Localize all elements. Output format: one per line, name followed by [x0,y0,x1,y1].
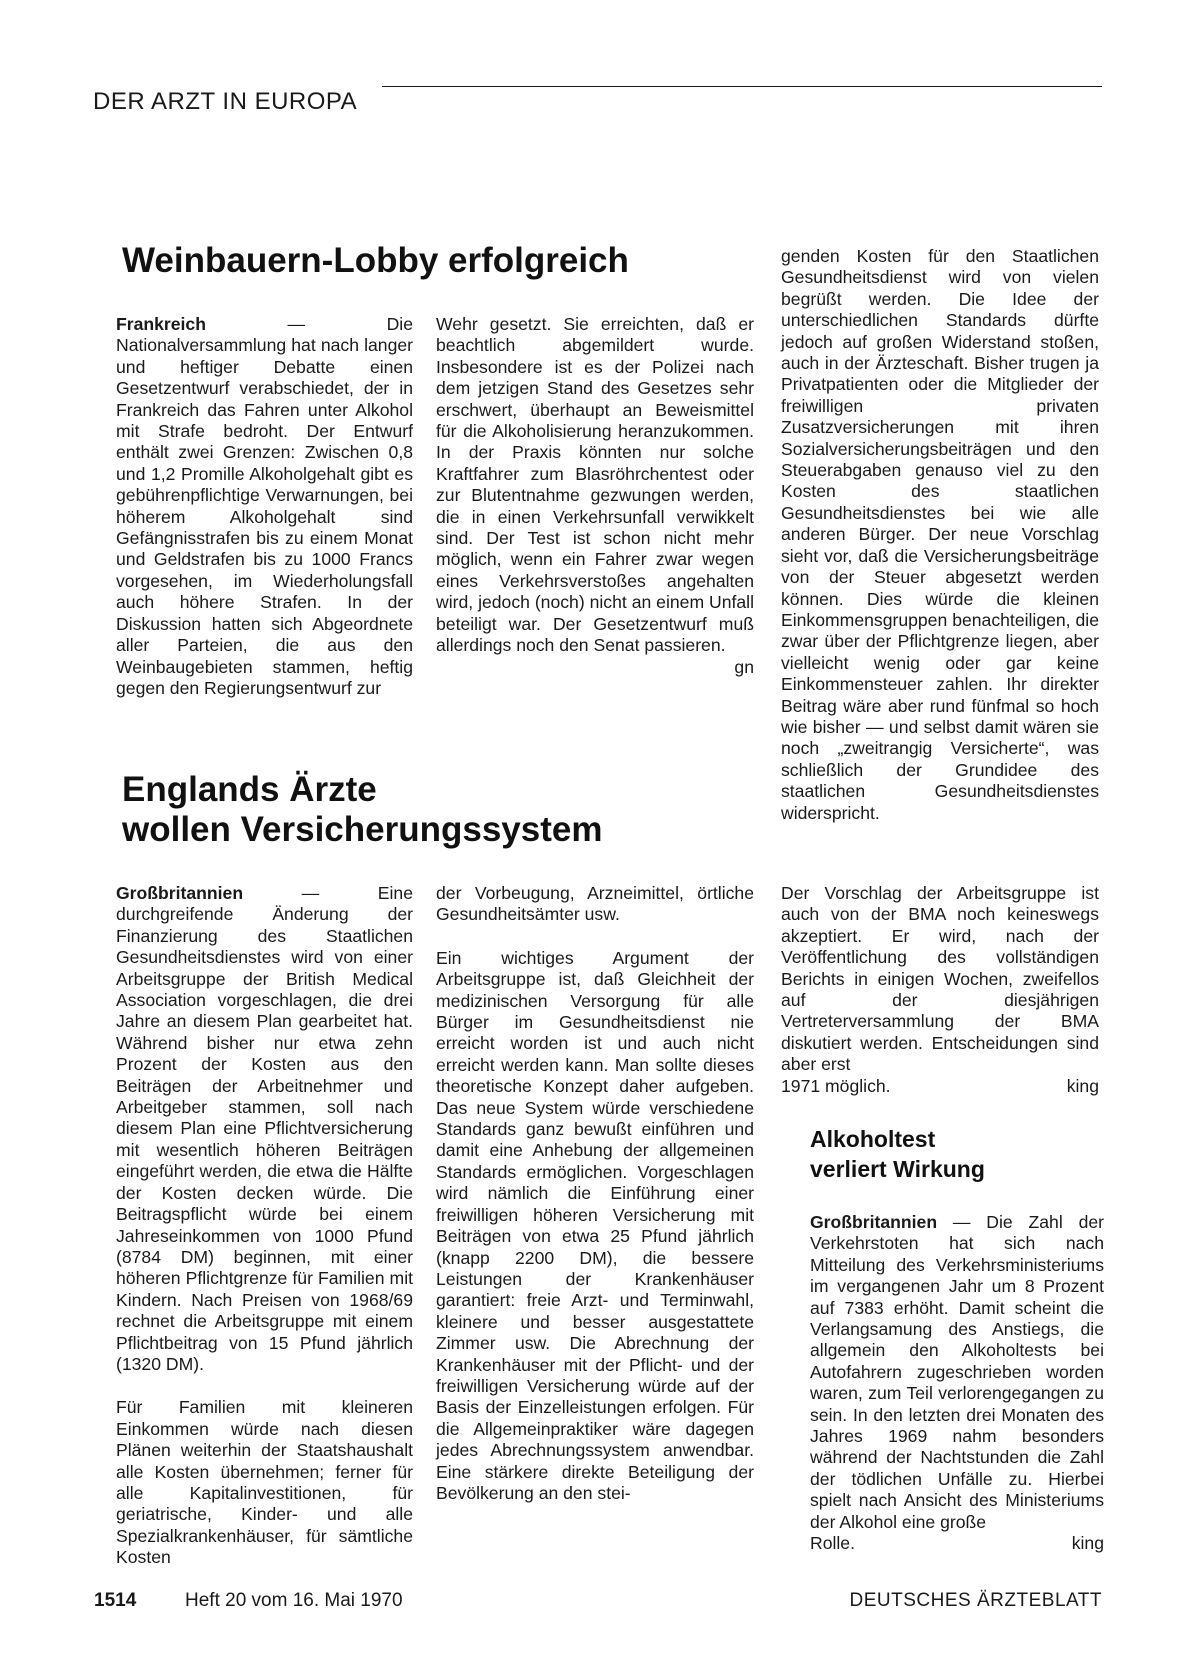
article2-col3-top-text: genden Kosten für den Staatlichen Gesundheitsdienst wird von vielen begrüßt werden. Die Idee der unterschiedlichen Standards dürfte jedoch auf großen Widerstand stoßen, auch in der Ärzteschaft. Bisher trugen ja Privatpatienten oder die Mitglieder der freiwilligen privaten Zusatzversicherungen mit ihren Sozialversicherungsbeiträgen und den Steuerabgaben genauso viel zu den Kosten des staatlichen Gesundheitsdienstes bei wie alle anderen Bürger. Der neue Vorschlag sieht vor, daß die Versicherungsbeiträge von der Steuer abgesetzt werden können. Dies würde die kleinen Einkommensgruppen benachteiligen, die zwar über der Pflichtgrenze liegen, aber vielleicht wenig oder gar keine Einkommensteuer zahlen. Ihr direkter Beitrag wäre aber rund fünfmal so hoch wie bisher — und selbst damit wären sie noch „zweitrangig Versicherte“, was schließlich der Grundidee des staatlichen Gesundheitsdienstes widerspricht. [781,246,1099,823]
article1-col2-text: Wehr gesetzt. Sie erreichten, daß er beachtlich abgemildert wurde. Insbesondere ist es der Polizei nach dem jetzigen Stand des Gesetzes sehr erschwert, überhaupt an Beweismittel für die Alkoholisierung heranzukommen. In der Praxis könnten nur solche Kraftfahrer zum Blasröhrchentest oder zur Blutentnahme gezwungen werden, die in einen Verkehrsunfall verwikkelt sind. Der Test ist schon nicht mehr möglich, wenn ein Fahrer zwar wegen eines Verkehrsverstoßes angehalten wird, jedoch (noch) nicht an einem Unfall beteiligt war. Der Gesetzentwurf muß allerdings noch den Senat passieren. [436,314,754,656]
article1-lead: Frankreich [116,314,206,334]
article2-headline-line2: wollen Versicherungssystem [122,810,603,850]
article2-lead: Großbritannien [116,883,244,903]
issue-info: Heft 20 vom 16. Mai 1970 [185,1590,403,1611]
article3-last-line: Rolle. [810,1533,855,1554]
article2-col2-p2: Ein wichtiges Argument der Arbeitsgruppe ist, daß Gleichheit der medizinischen Versorgung für alle Bürger im Gesundheitsdienst nie erreicht worden ist und auch nicht erreicht werden kann. Man sollte dieses theoretische Konzept daher aufgeben. Das neue System würde verschiedene Standards ganz bewußt einführen und damit eine Anhebung der allgemeinen Standards ermöglichen. Vorgeschlagen wird nämlich die Einführung einer freiwilligen höheren Versicherung mit Beiträgen von etwa 25 Pfund jährlich (knapp 2200 DM), die bessere Leistungen der Krankenhäuser garantiert: freie Arzt- und Terminwahl, kleinere und besser ausgestattete Zimmer usw. Die Abrechnung der Krankenhäuser mit der Pflicht- und der freiwilligen Versicherung würde auf der Basis der Einzelleistungen erfolgen. Für die Allgemeinpraktiker wäre dagegen jedes Abrechnungssystem anwendbar. Eine stärkere direkte Beteiligung der Bevölkerung an den stei- [436,947,754,1503]
header-rule [382,86,1102,87]
article3-signature: king [1071,1533,1104,1554]
article2-headline [122,770,602,851]
article2-headline-line1: Englands Ärzte [122,770,377,809]
article3-lead: Großbritannien [810,1212,938,1232]
article2-col1-p1: — Eine durchgreifende Änderung der Finanzierung des Staatlichen Gesundheitsdienstes wird von einer Arbeitsgruppe der British Medical Association vorgeschlagen, die drei Jahre an diesem Plan gearbeitet hat. Während bisher nur etwa zehn Prozent der Kosten aus den Beiträgen der Arbeitnehmer und Arbeitgeber stammen, soll nach diesem Plan eine Pflichtversicherung mit wesentlich höheren Beiträgen eingeführt werden, die etwa die Hälfte der Kosten decken würde. Die Beitragspflicht würde bei einem Jahreseinkommen von 1000 Pfund (8784 DM) beginnen, mit einer höheren Pflichtgrenze für Familien mit Kindern. Nach Preisen von 1968/69 rechnet die Arbeitsgruppe mit einem Pflichtbeitrag von 15 Pfund jährlich (1320 DM). [116,883,413,1374]
article1-column2 [436,314,754,678]
article2-col3-bottom-text: Der Vorschlag der Arbeitsgruppe ist auch von der BMA noch keineswegs akzeptiert. Er wird, nach der Veröffentlichung des vollständigen Berichts in einigen Wochen, zweifellos auf der diesjährigen Vertreterversammlung der BMA diskutiert werden. Entscheidungen sind aber erst [781,883,1099,1075]
journal-name: DEUTSCHES ÄRZTEBLATT [849,1590,1102,1611]
article2-column2 [436,883,754,1504]
article2-col1-p2: Für Familien mit kleineren Einkommen würde nach diesen Plänen weiterhin der Staatshaushalt alle Kosten übernehmen; ferner für alle Kapitalinvestitionen, für geriatrische, Kinder- und alle Spezialkrankenhäuser, für sämtliche Kosten [116,1397,413,1568]
article2-last-line: 1971 möglich. [781,1075,891,1096]
article3-signature-row [810,1533,1104,1554]
page-number: 1514 [94,1590,137,1611]
article1-signature: gn [734,656,754,677]
article1-col1-text: — Die Nationalversammlung hat nach langer und heftiger Debatte einen Gesetzentwurf verabschiedet, der in Frankreich das Fahren unter Alkohol mit Strafe bedroht. Der Entwurf enthält zwei Grenzen: Zwischen 0,8 und 1,2 Promille Alkoholgehalt gibt es gebührenpflichtige Verwarnungen, bei höherem Alkoholgehalt sind Gefängnisstrafen bis zu einem Monat und Geldstrafen bis zu 1000 Francs vorgesehen, im Wiederholungsfall auch höhere Strafen. In der Diskussion hatten sich Abgeordnete aller Parteien, die aus den Weinbaugebieten stammen, heftig gegen den Regierungsentwurf zur [116,314,413,698]
article3-column [810,1212,1104,1555]
article1-column1 [116,314,413,699]
article3-headline-line2: verliert Wirkung [810,1155,985,1182]
article2-column3-bottom [781,883,1099,1097]
article2-column3-top [781,246,1099,824]
article1-signature-row [436,657,754,678]
article1-headline: Weinbauern-Lobby erfolgreich [122,241,629,280]
article3-headline [810,1125,985,1185]
article2-column1 [116,883,413,1569]
article2-signature-row [781,1076,1099,1097]
article3-headline-line1: Alkoholtest [810,1126,936,1152]
article2-signature: king [1066,1075,1099,1096]
article2-col2-p1: der Vorbeugung, Arzneimittel, örtliche Gesundheitsämter usw. [436,883,754,925]
section-header: DER ARZT IN EUROPA [93,88,358,115]
article3-body: — Die Zahl der Verkehrstoten hat sich nach Mitteilung des Verkehrsministeriums im vergangenen Jahr um 8 Prozent auf 7383 erhöht. Damit scheint die Verlangsamung des Anstiegs, die allgemein den Alkoholtests bei Autofahrern zugeschrieben worden waren, zum Teil verlorengegangen zu sein. In den letzten drei Monaten des Jahres 1969 nahm besonders während der Nachtstunden die Zahl der tödlichen Unfälle zu. Hierbei spielt nach Ansicht des Ministeriums der Alkohol eine große [810,1212,1104,1532]
